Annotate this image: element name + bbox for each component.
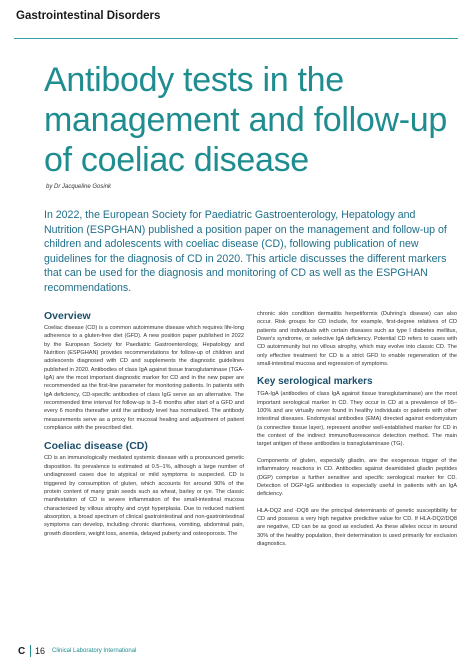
serological-body-2: Components of gluten, especially gliadin, are the exogenous trigger of the inflammatory reactions in CD. Antibodies against deamidated gliadin peptides (DGP) comprise a further sensitive and specific serological marker for CD. Detection of DGP-IgG antibodies is especially useful in patients with an IgA deficiency. (257, 457, 457, 498)
page-number: 16 (35, 646, 46, 656)
coeliac-continued-body: chronic skin condition dermatitis herpetiformis (Duhring's disease) can also occur. Risk groups for CD include, for example, first-degree relatives of CD patients and individuals with certain diseases such as type I diabetes mellitus, Down's syndrome, or selective IgA deficiency. Potential CD refers to cases with CD autoimmunity but no villous atrophy, which may evolve into classic CD. The only effective treatment for CD is a strict GFD to enable regeneration of the small-intestinal mucosa and regression of symptoms. (257, 311, 457, 368)
serological-body-3: HLA-DQ2 and -DQ8 are the principal determinants of genetic susceptibility for CD and possess a very high negative predictive value for CD. If HLA-DQ2/DQ8 are negative, CD can be as good as excluded. As these alleles occur in around 30% of the healthy population, their determination is used primarily for exclusion diagnostics. (257, 507, 457, 547)
serological-body-1: TGA-IgA (antibodies of class IgA against tissue transglutaminase) are the most important serological marker in CD. They occur in CD at a prevalence of 95–100% and are virtually never found in healthy individuals or patients with other intestinal diseases. Endomysial antibodies (EMA) directed against endomysium (a connective tissue layer), represent another well-established marker for CD in the context of the indirect immunofluorescence detection method. The main target antigen of these antibodies is transglutaminase (TG). (257, 391, 457, 448)
overview-heading: Overview (44, 310, 91, 322)
coeliac-body: CD is an immunologically mediated systemic disease with a pronounced genetic disposition. Its prevalence is estimated at 0.5–1%, although a large number of undiagnosed cases due to atypical or mild symptoms is suspected. CD is triggered by consumption of gluten, which accounts for around 90% of the protein content of many grain seeds such as wheat, barley or rye. The classic manifestation of CD is severe inflammation of the small-intestinal mucosa characterized by villous atrophy and crypt hyperplasia. Due to reduced nutrient absorption, a broad spectrum of clinical gastrointestinal and non-gastrointestinal symptoms can develop, including chronic diarrhoea, vomiting, abdominal pain, growth disorders, weight loss, anemia, delayed puberty and osteoporosis. The (44, 455, 244, 537)
footer-divider (30, 645, 31, 657)
left-column (44, 310, 244, 538)
right-column (257, 310, 457, 548)
overview-body: Coeliac disease (CD) is a common autoimmune disease which requires life-long adherence to a gluten-free diet (GFD). A new position paper published in 2022 by the European Society for Paediatric Gastroenterology, Hepatology and Nutrition (ESPGHAN) provides recommendations for follow-up of children and adolescents diagnosed with CD and supplements the diagnostic guidelines published in 2020. Antibodies of class IgA against tissue transglutaminase (TGA-IgA) are the most important diagnostic marker for CD and in the new paper are recommended as the first-line parameter for monitoring patients. In patients with IgA deficiency, CD-specific antibodies of class IgG serve as an alternative. The recommended time interval for follow-up is 3–6 months after start of a GFD and every 6 months thereafter until the antibody level has normalized. The antibody measurements serve as a proxy for mucosal healing and adjustment of patient compliance with the prescribed diet. (44, 325, 244, 432)
journal-name: Clinical Laboratory International (52, 648, 137, 654)
section-label: Gastrointestinal Disorders (16, 10, 161, 22)
article-title: Antibody tests in the management and follow-up of coeliac disease (44, 61, 447, 179)
author-byline: by Dr Jacqueline Gosink (46, 184, 112, 190)
publication-logo: C (18, 646, 26, 657)
serological-heading: Key serological markers (257, 376, 373, 388)
coeliac-heading: Coeliac disease (CD) (44, 440, 148, 453)
lead-paragraph: In 2022, the European Society for Paediatric Gastroenterology, Hepatology and Nutrition (ESPGHAN) published a position paper on the management and follow-up of children and adolescents with coeliac disease (CD), following publication of new guidelines for the diagnosis of CD in 2020. This article discusses the different markers that can be used for the diagnosis and monitoring of CD as well as the ESPGHAN recommendations. (44, 209, 447, 294)
header-rule (14, 38, 458, 39)
